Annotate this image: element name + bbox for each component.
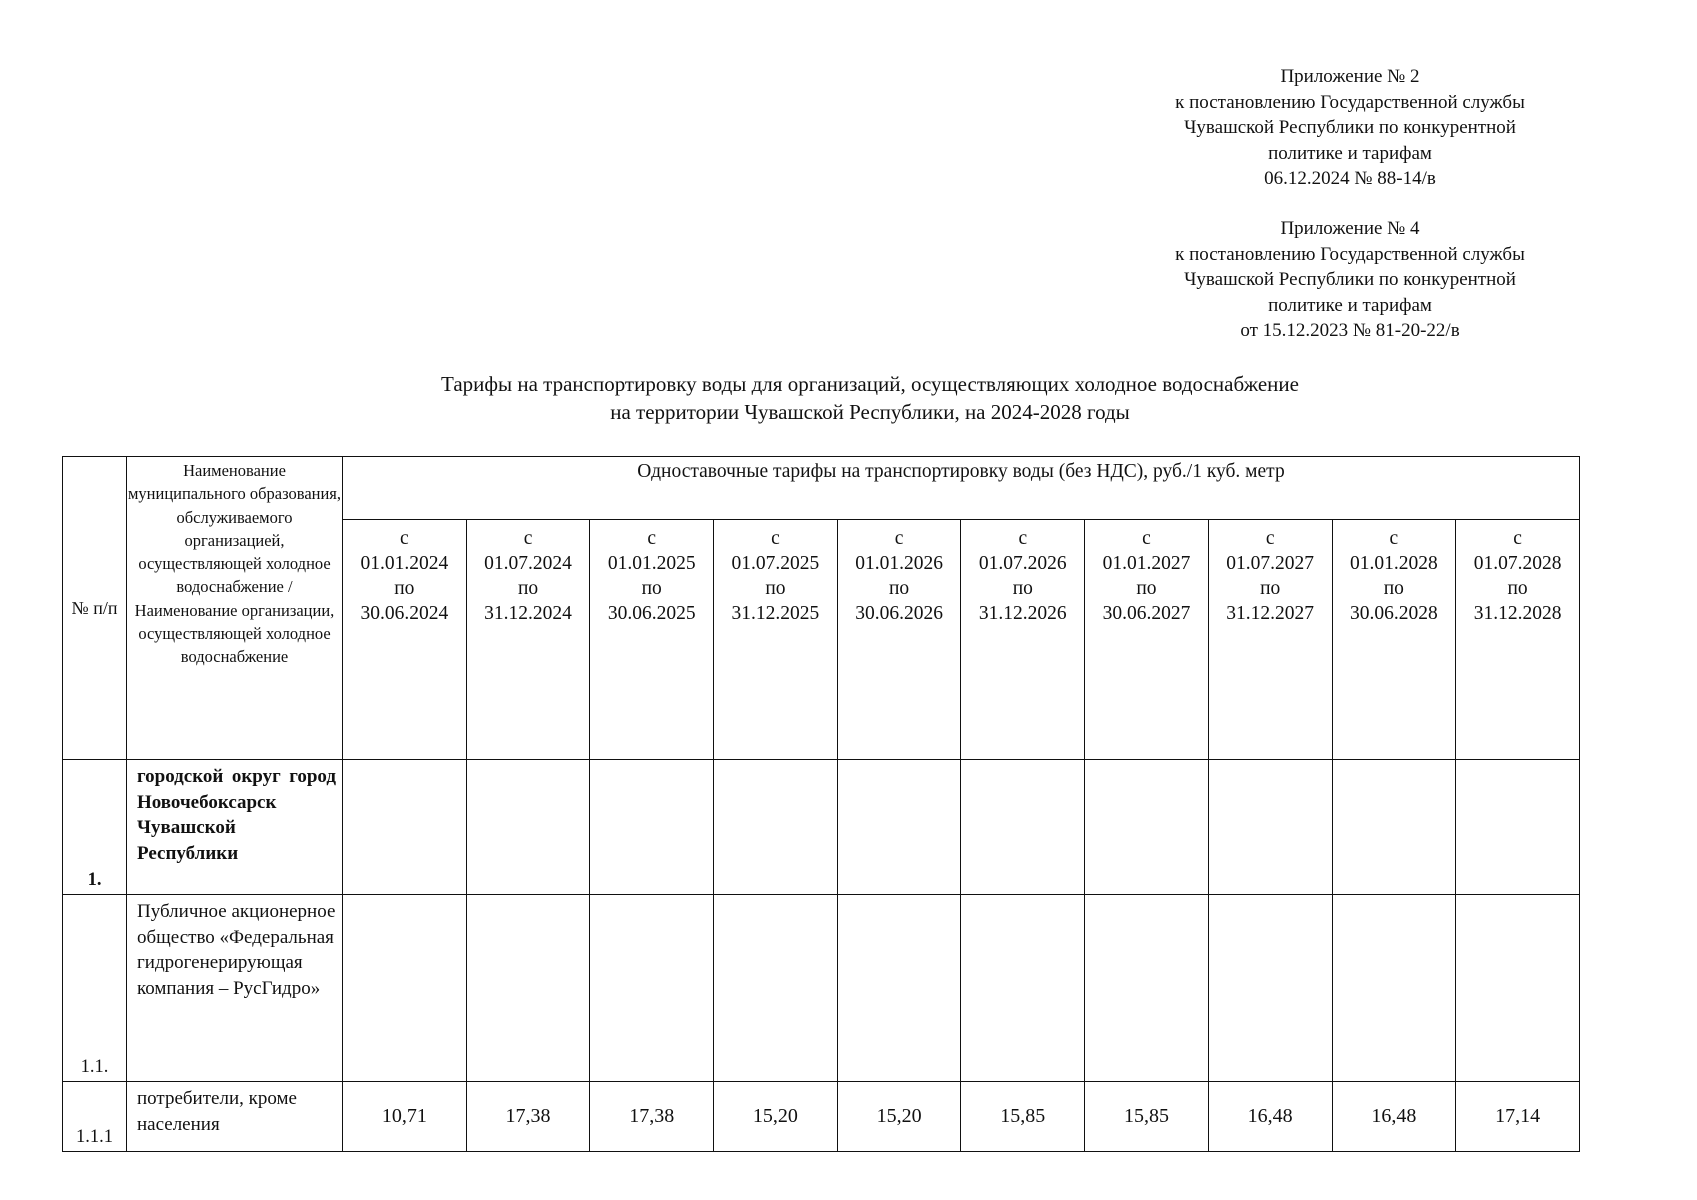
tariff-value: 17,38	[466, 1082, 590, 1152]
appendix-line: Чувашской Республики по конкурентной	[1184, 117, 1516, 138]
tariff-value: 16,48	[1208, 1082, 1332, 1152]
row-number: 1.1.1	[63, 1082, 127, 1152]
row-number: 1.	[63, 760, 127, 895]
tariff-value: 16,48	[1332, 1082, 1456, 1152]
period-start: 01.01.2028	[1349, 553, 1438, 574]
period-to: по	[889, 578, 910, 599]
appendix-line: к постановлению Государственной службы	[1175, 243, 1525, 265]
period-end: 30.06.2028	[1349, 603, 1438, 624]
period-end: 31.12.2026	[978, 603, 1067, 624]
tariff-value	[1085, 760, 1209, 895]
period-header	[343, 520, 467, 760]
period-end: 31.12.2028	[1473, 603, 1562, 624]
period-end: 30.06.2027	[1102, 603, 1191, 624]
appendix-line: Приложение № 4	[1280, 218, 1420, 239]
appendix-line: политике и тарифам	[1268, 294, 1432, 316]
period-start: 01.07.2024	[484, 553, 572, 574]
period-to: по	[765, 578, 786, 599]
period-to: по	[394, 578, 415, 599]
appendix-line: 06.12.2024 № 88-14/в	[1264, 168, 1436, 189]
tariff-value	[837, 895, 961, 1082]
tariff-value	[714, 760, 838, 895]
title-line-1: Тарифы на транспортировку воды для организаций, осуществляющих холодное водоснабжение	[441, 372, 1299, 396]
tariff-value	[466, 895, 590, 1082]
tariff-value	[714, 895, 838, 1082]
tariff-table	[62, 456, 1580, 1152]
tariff-value: 15,85	[961, 1082, 1085, 1152]
tariff-value	[837, 760, 961, 895]
period-from: с	[400, 528, 409, 549]
appendix-line: политике и тарифам	[1268, 142, 1432, 164]
tariff-value	[466, 760, 590, 895]
period-start: 01.07.2026	[978, 553, 1067, 574]
tariff-value	[1332, 895, 1456, 1082]
period-from: с	[894, 528, 904, 549]
period-header	[1332, 520, 1456, 760]
period-start: 01.07.2027	[1226, 553, 1315, 574]
tariff-value: 15,20	[714, 1082, 838, 1152]
document-title	[220, 370, 1520, 426]
header-number: № п/п	[63, 457, 127, 760]
tariff-value	[1456, 760, 1580, 895]
tariff-value: 17,38	[590, 1082, 714, 1152]
period-end: 30.06.2026	[855, 603, 943, 624]
period-from: с	[523, 528, 533, 549]
period-to: по	[641, 578, 662, 599]
period-start: 01.01.2025	[607, 553, 696, 574]
title-line-2: на территории Чувашской Республики, на 2024-2028 годы	[610, 400, 1130, 424]
period-end: 31.12.2025	[731, 603, 820, 624]
period-start: 01.01.2024	[360, 553, 449, 574]
appendix-line: Приложение № 2	[1280, 66, 1420, 87]
appendix-line: Чувашской Республики по конкурентной	[1184, 269, 1516, 290]
period-end: 31.12.2027	[1226, 603, 1315, 624]
tariff-value	[961, 760, 1085, 895]
row-number: 1.1.	[63, 895, 127, 1082]
period-from: с	[1018, 528, 1028, 549]
tariff-value	[590, 760, 714, 895]
tariff-value	[1208, 760, 1332, 895]
period-end: 31.12.2024	[484, 603, 572, 624]
tariff-value	[1085, 895, 1209, 1082]
period-from: с	[1513, 528, 1522, 549]
tariff-value	[1332, 760, 1456, 895]
tariff-value	[961, 895, 1085, 1082]
appendix-4-header	[1100, 216, 1600, 344]
period-to: по	[1507, 578, 1528, 599]
period-start: 01.01.2026	[855, 553, 943, 574]
period-to: по	[1260, 578, 1281, 599]
period-end: 30.06.2025	[607, 603, 696, 624]
period-header	[590, 520, 714, 760]
period-header	[1456, 520, 1580, 760]
period-end: 30.06.2024	[360, 603, 449, 624]
tariff-value	[1456, 895, 1580, 1082]
period-from: с	[1265, 528, 1275, 549]
tariff-value	[343, 760, 467, 895]
period-to: по	[1012, 578, 1033, 599]
period-from: с	[1142, 528, 1151, 549]
period-header	[1085, 520, 1209, 760]
period-header	[714, 520, 838, 760]
period-header	[961, 520, 1085, 760]
period-start: 01.07.2028	[1473, 553, 1562, 574]
tariff-value	[590, 895, 714, 1082]
period-from: с	[647, 528, 657, 549]
period-header	[1208, 520, 1332, 760]
tariff-value	[343, 895, 467, 1082]
appendix-line: от 15.12.2023 № 81-20-22/в	[1240, 320, 1460, 341]
period-from: с	[1389, 528, 1399, 549]
appendix-line: к постановлению Государственной службы	[1175, 91, 1525, 113]
period-to: по	[1136, 578, 1157, 599]
period-header	[837, 520, 961, 760]
appendix-2-header	[1100, 64, 1600, 192]
tariff-value	[1208, 895, 1332, 1082]
table-row	[63, 760, 1580, 895]
table-row	[63, 895, 1580, 1082]
header-name: Наименование муниципального образования, обслуживаемого организацией, осуществляющей холодное водоснабжение / Наименование организации, осуществляющей холодное водоснабжение	[127, 457, 343, 760]
period-start: 01.07.2025	[731, 553, 820, 574]
tariff-value: 15,85	[1085, 1082, 1209, 1152]
period-to: по	[1383, 578, 1404, 599]
period-header	[466, 520, 590, 760]
table-body	[63, 760, 1580, 1152]
row-name: потребители, кроме населения	[127, 1082, 343, 1152]
period-start: 01.01.2027	[1102, 553, 1191, 574]
row-name: Публичное акционерное общество «Федеральная гидрогенерирующая компания – РусГидро»	[127, 895, 343, 1082]
tariff-value: 17,14	[1456, 1082, 1580, 1152]
header-tariff-group: Одноставочные тарифы на транспортировку воды (без НДС), руб./1 куб. метр	[343, 457, 1580, 520]
tariff-value: 10,71	[343, 1082, 467, 1152]
period-to: по	[517, 578, 539, 599]
period-from: с	[771, 528, 780, 549]
table-row	[63, 1082, 1580, 1152]
tariff-value: 15,20	[837, 1082, 961, 1152]
row-name: городской округ город Новочебоксарск Чувашской Республики	[127, 760, 343, 895]
